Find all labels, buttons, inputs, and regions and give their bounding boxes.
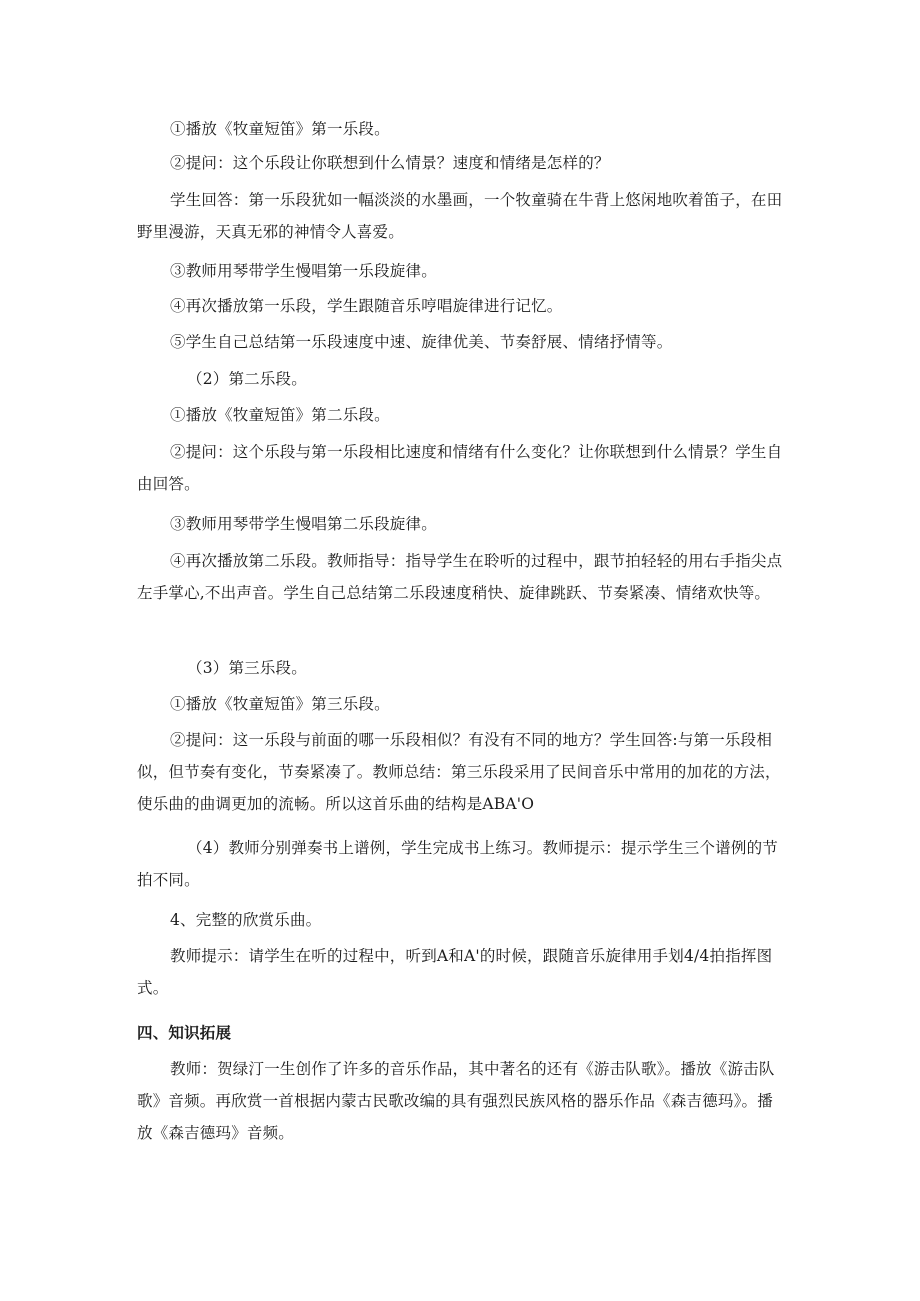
paragraph-extension-content: 教师：贺绿汀一生创作了许多的音乐作品，其中著名的还有《游击队歌》。播放《游击队歌》音频。再欣赏一首根据内蒙古民歌改编的具有强烈民族风格的器乐作品《森吉德玛》。播放《森吉德玛》音频。 bbox=[137, 1060, 775, 1142]
paragraph-replay-section-1: ④再次播放第一乐段，学生跟随音乐哼唱旋律进行记忆。 bbox=[170, 297, 563, 315]
paragraph-play-section-3: ①播放《牧童短笛》第三乐段。 bbox=[170, 695, 390, 713]
paragraph-full-listening: 4、完整的欣赏乐曲。 bbox=[170, 911, 322, 929]
paragraph-teacher-sing-section-2: ③教师用琴带学生慢唱第二乐段旋律。 bbox=[170, 515, 437, 533]
paragraph-question-section-2: ②提问：这个乐段与第一乐段相比速度和情绪有什么变化？让你联想到什么情景？学生自由回答。 bbox=[137, 443, 783, 493]
paragraph-teacher-sing-section-1: ③教师用琴带学生慢唱第一乐段旋律。 bbox=[170, 262, 437, 280]
paragraph-play-section-2: ①播放《牧童短笛》第二乐段。 bbox=[170, 406, 390, 424]
section-heading-knowledge-extension: 四、知识拓展 bbox=[137, 1024, 232, 1042]
paragraph-replay-section-2: ④再次播放第二乐段。教师指导：指导学生在聆听的过程中，跟节拍轻轻的用右手指尖点左手掌心,不出声音。学生自己总结第二乐段速度稍快、旋律跳跃、节奏紧凑、情绪欢快等。 bbox=[137, 552, 783, 602]
paragraph-play-section-1: ①播放《牧童短笛》第一乐段。 bbox=[170, 120, 390, 138]
paragraph-question-section-3: ②提问：这一乐段与前面的哪一乐段相似？有没有不同的地方？学生回答:与第一乐段相似，但节奏有变化，节奏紧凑了。教师总结：第三乐段采用了民间音乐中常用的加花的方法，使乐曲的曲调更加的流畅。所以这首乐曲的结构是ABA'O bbox=[137, 731, 781, 813]
paragraph-summary-section-1: ⑤学生自己总结第一乐段速度中速、旋律优美、节奏舒展、情绪抒情等。 bbox=[170, 333, 673, 351]
paragraph-student-answer-section-1: 学生回答：第一乐段犹如一幅淡淡的水墨画，一个牧童骑在牛背上悠闲地吹着笛子，在田野里漫游，天真无邪的神情令人喜爱。 bbox=[137, 191, 783, 241]
paragraph-teacher-hint: 教师提示：请学生在听的过程中，听到A和A'的时候，跟随音乐旋律用手划4/4拍指挥图式。 bbox=[137, 947, 773, 997]
paragraph-exercise: （4）教师分别弹奏书上谱例，学生完成书上练习。教师提示：提示学生三个谱例的节拍不同。 bbox=[137, 839, 778, 889]
subheading-section-3: （3）第三乐段。 bbox=[187, 659, 307, 677]
paragraph-question-section-1: ②提问：这个乐段让你联想到什么情景？速度和情绪是怎样的？ bbox=[170, 154, 610, 172]
subheading-section-2: （2）第二乐段。 bbox=[187, 370, 307, 388]
